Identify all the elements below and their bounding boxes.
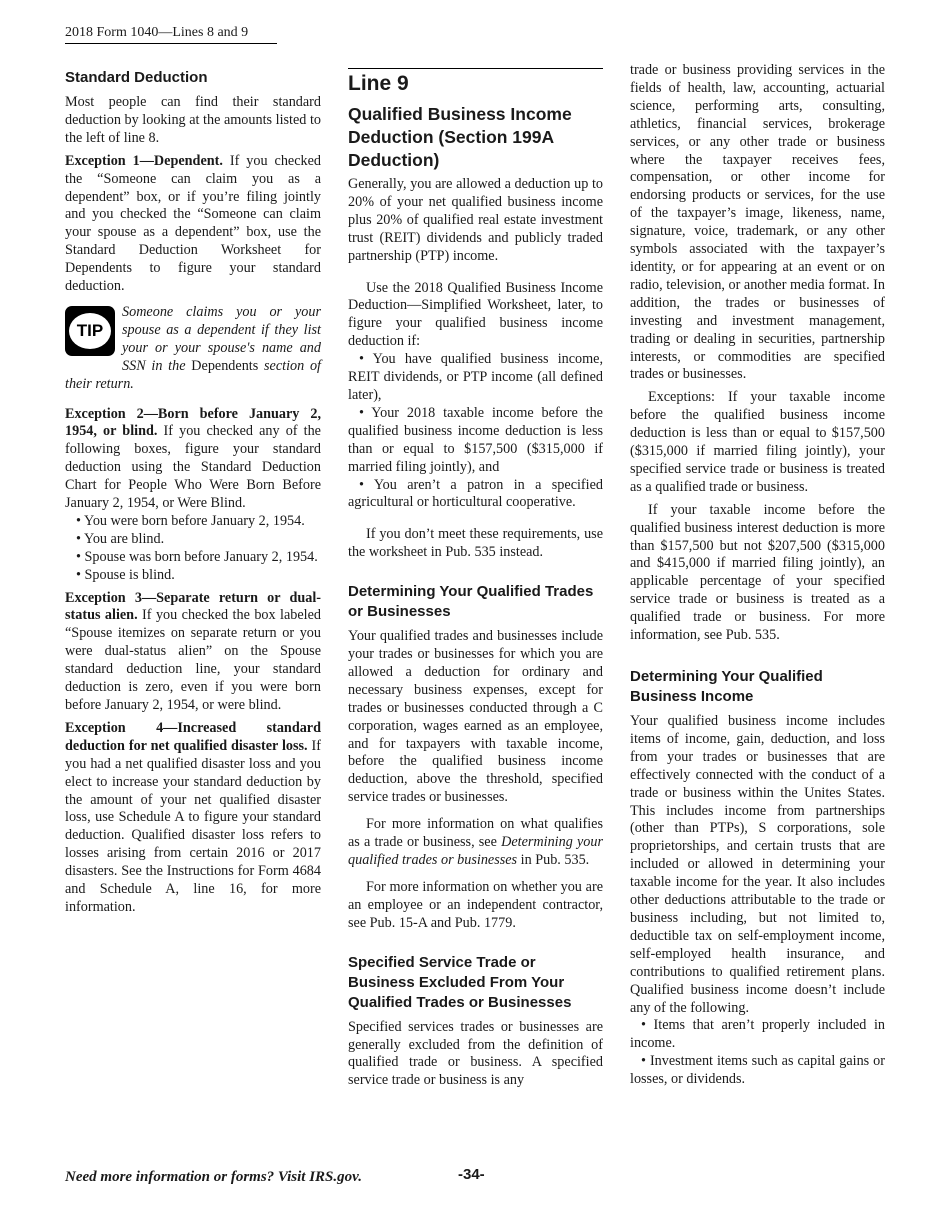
tip-text-c: section of their return. [65,357,321,392]
tip-icon [65,306,115,356]
column-2 [348,64,603,1095]
qualified-trades-paragraph: Your qualified trades and businesses include your trades or businesses for which you are allowed a deduction for ordinary and necessary business expenses, except for trades or businesses conducted through a C corporation, wages earned as an employee, and for taxpayers with taxable income, before the qualified business income deduction, above the threshold, specified service trades or businesses. [348,628,603,806]
specified-service-paragraph: Specified services trades or businesses are generally excluded from the definition of qualified trade or business. A specified service trade or business is any [348,1018,603,1089]
tip-note [65,304,321,394]
qualified-trades-heading: Determining Your Qualified Trades or Businesses [348,583,594,621]
tip-text-b: Dependents [191,357,259,374]
exception-3-text: If you checked the box labeled “Spouse itemizes on separate return or you were dual-status alien” on the Spouse standard deduction line, your standard deduction is zero, even if you were born before January 2, 1954, or were blind. [65,607,321,713]
qbi-intro-paragraph: Generally, you are allowed a deduction up to 20% of your net qualified business income plus 20% of qualified real estate investment trust (REIT) dividends and publicly traded partnership (PTP) income. [348,176,603,264]
phase-in-paragraph: If your taxable income before the qualified business interest deduction is more than $157,500 but not $207,500 ($315,000 and $415,000 if married filing jointly), an applicable percentage of your specified service trade or business is treated as a qualified trade or business. For more information, see Pub. 535. [630,501,885,644]
exception-2-bullet: • You were born before January 2, 1954. [76,512,305,529]
exception-1-text: If you checked the “Someone can claim you as a dependent” box, or if you’re filing jointly and you checked the “Someone can claim your spouse as a dependent” box, use the Standard Deduction Worksheet for Dependents to figure your standard deduction. [65,152,321,295]
trade-info-paragraph: For more information on what qualifies as a trade or business, see Determining your qualified trades or businesses in Pub. 535. [348,816,603,868]
qualified-business-income-paragraph: Your qualified business income includes items of income, gain, deduction, and loss from your trades or businesses that are effectively connected with the conduct of a trade or business within the Unites States. This includes income from partnerships (other than PTPs), S corporations, sole proprietorships, and certain trusts that are included or allowed in determining your taxable income for the year. It also includes other deductions attributable to the trade or business including, but not limited to, deductible tax on self-employment income, self-employed health insurance, and contributions to qualified retirement plans. Qualified business income doesn’t include any of the following. [630,713,885,1016]
footer-irs-link[interactable]: Need more information or forms? Visit IRS.gov. [65,1169,362,1185]
exception-2-bullet: • You are blind. [76,530,165,547]
exception-2-bullet: • Spouse was born before January 2, 1954. [76,548,318,565]
exception-2-text: If you checked any of the following boxes, figure your standard deduction using the Standard Deduction Chart for People Who Were Born Before January 2, 1954, or Were Blind. [65,423,321,512]
standard-deduction-heading: Standard Deduction [65,69,208,86]
qualified-business-income-heading: Determining Your Qualified Business Income [630,668,823,705]
page-number: -34- [458,1166,485,1183]
qbi-worksheet-paragraph: Use the 2018 Qualified Business Income Deduction—Simplified Worksheet, later, to figure your qualified business income deduction if: [348,279,603,350]
column-1 [65,64,321,922]
exception-4-label: Exception 4—Increased standard deduction for net qualified disaster loss. [65,719,321,754]
qbi-condition-bullet: • You have qualified business income, REIT dividends, or PTP income (all defined later), [348,351,603,403]
running-head: 2018 Form 1040—Lines 8 and 9 [65,24,277,44]
specified-service-heading: Specified Service Trade or Business Excluded From Your Qualified Trades or Businesses [348,953,572,1011]
tip-icon-label: TIP [69,313,111,349]
line-9-title: Line 9 [348,68,603,97]
exception-4 [65,720,321,917]
qbi-condition-bullet: • You aren’t a patron in a specified agricultural or horticultural cooperative. [348,476,603,511]
exception-1-label: Exception 1—Dependent. [65,152,223,169]
standard-deduction-intro: Most people can find their standard deduction by looking at the amounts listed to the left of line 8. [65,94,321,146]
qbi-requirements-paragraph: If you don’t meet these requirements, use the worksheet in Pub. 535 instead. [348,526,603,561]
exception-1 [65,153,321,296]
qbi-condition-bullet: • Your 2018 taxable income before the qualified business income deduction is less than or equal to $157,500 ($315,000 if married filing jointly), and [348,404,603,475]
exception-2 [65,406,321,513]
qbi-deduction-heading: Qualified Business Income Deduction (Section 199A Deduction) [348,104,572,170]
specified-service-continued: trade or business providing services in the fields of health, law, accounting, actuarial science, performing arts, consulting, athletics, financial services, brokerage services, or any other trade or business where the taxpayer receives fees, compensation, or other income for endorsing products or services, for the use of the taxpayer’s image, likeness, name, signature, voice, trademark, or any other symbols associated with the taxpayer’s identity, or for appearing at an event or on radio, television, or another media format. In addition, the trades or businesses of investing and investment management, trading or dealing in securities, partnership interests, or commodities are specified trades or businesses. [630,62,885,383]
exception-3 [65,590,321,715]
exception-4-text: If you had a net qualified disaster loss and you elect to increase your standard deduction by the amount of your net qualified disaster loss, use Schedule A to figure your standard deduction. Qualified disaster loss refers to losses arising from certain 2016 or 2017 disasters. See the Instructions for Form 4684 and Schedule A, line 16, for more information. [65,737,321,915]
exception-2-label: Exception 2—Born before January 2, 1954, or blind. [65,405,321,440]
exceptions-paragraph: Exceptions: If your taxable income before the qualified business income deduction is less than or equal to $157,500 ($315,000 if married filing jointly), your specified service trade or business is treated as a qualified trade or business. [630,389,885,495]
qbi-exclusion-bullet: • Items that aren’t properly included in income. [630,1017,885,1052]
exception-3-label: Exception 3—Separate return or dual-status alien. [65,589,321,624]
qbi-exclusion-bullet: • Investment items such as capital gains or losses, or dividends. [630,1053,885,1088]
column-3 [630,62,885,1089]
employee-info-paragraph: For more information on whether you are an employee or an independent contractor, see Pub. 15-A and Pub. 1779. [348,878,603,931]
exception-2-bullet: • Spouse is blind. [76,566,175,583]
tip-text-a: Someone claims you or your spouse as a dependent if they list your or your spouse's name and SSN in the [122,303,321,374]
